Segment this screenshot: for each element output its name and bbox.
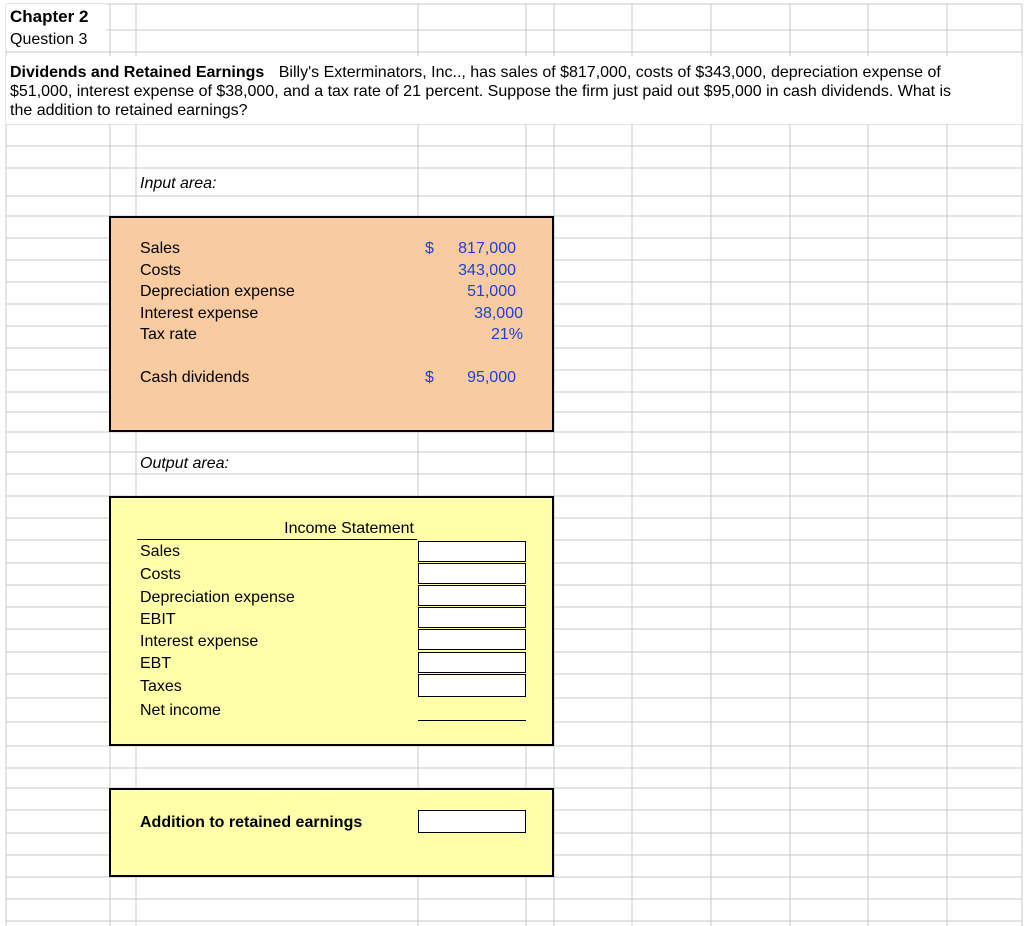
currency-symbol-dividends: $ — [425, 369, 434, 386]
output-label-taxes: Taxes — [140, 678, 182, 695]
answer-cell-retained-earnings[interactable] — [418, 810, 526, 833]
answer-cell-net-income[interactable] — [418, 700, 526, 720]
input-label-tax-rate: Tax rate — [140, 326, 197, 343]
input-value-sales[interactable]: 817,000 — [458, 240, 516, 257]
input-label-costs: Costs — [140, 262, 181, 279]
input-value-depreciation[interactable]: 51,000 — [467, 283, 516, 300]
output-area-label: Output area: — [140, 455, 229, 472]
currency-symbol-sales: $ — [425, 240, 434, 257]
question-label: Question 3 — [10, 31, 88, 48]
output-label-ebt: EBT — [140, 655, 172, 672]
input-label-interest: Interest expense — [140, 305, 259, 322]
problem-title: Dividends and Retained Earnings — [10, 64, 265, 81]
input-value-costs[interactable]: 343,000 — [458, 262, 516, 279]
output-label-sales: Sales — [140, 543, 181, 560]
output-label-ebit: EBIT — [140, 611, 176, 628]
input-label-dividends: Cash dividends — [140, 369, 250, 386]
problem-line-2: $51,000, interest expense of $38,000, and a tax rate of 21 percent. Suppose the firm just paid out $95,000 in cash dividends. What is — [10, 83, 952, 100]
retained-earnings-label: Addition to retained earnings — [140, 814, 363, 831]
income-statement-title: Income Statement — [284, 520, 414, 537]
answer-cell-depreciation[interactable] — [418, 585, 526, 606]
statement-title-underline — [137, 539, 417, 540]
chapter-title: Chapter 2 — [10, 7, 89, 26]
input-area-label: Input area: — [140, 175, 217, 192]
input-value-tax-rate[interactable]: 21% — [490, 326, 523, 343]
input-label-depreciation: Depreciation expense — [140, 283, 295, 300]
output-label-net-income: Net income — [140, 702, 221, 719]
problem-line-3: the addition to retained earnings? — [10, 102, 248, 119]
input-value-interest[interactable]: 38,000 — [474, 305, 523, 322]
net-income-underline — [418, 720, 526, 721]
answer-cell-taxes[interactable] — [418, 674, 526, 697]
output-label-costs: Costs — [140, 566, 181, 583]
answer-cell-costs[interactable] — [418, 563, 526, 584]
output-label-interest: Interest expense — [140, 633, 259, 650]
input-value-dividends[interactable]: 95,000 — [467, 369, 516, 386]
problem-text-1: Billy's Exterminators, Inc.., has sales of $817,000, costs of $343,000, depreciation expense of — [278, 64, 941, 81]
answer-cell-interest[interactable] — [418, 629, 526, 650]
answer-cell-ebit[interactable] — [418, 607, 526, 628]
answer-cell-sales[interactable] — [418, 541, 526, 562]
input-label-sales: Sales — [140, 240, 181, 257]
output-label-depreciation: Depreciation expense — [140, 589, 295, 606]
problem-line-1 — [10, 64, 941, 82]
answer-cell-ebt[interactable] — [418, 652, 526, 673]
